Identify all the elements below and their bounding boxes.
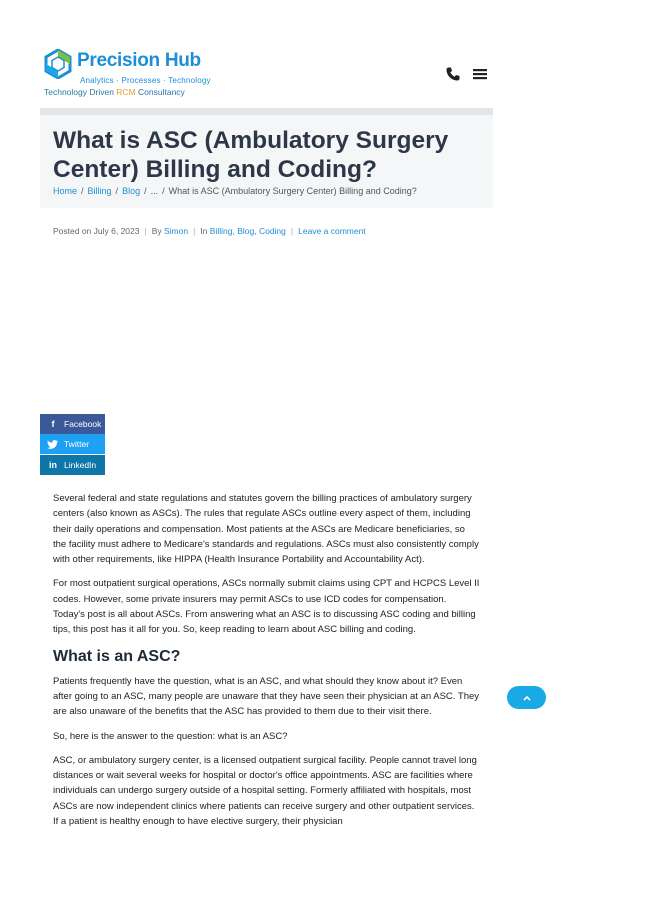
article-content [53,491,480,838]
logo-name: Precision Hub [77,50,201,71]
page-title: What is ASC (Ambulatory Surgery Center) Billing and Coding? [53,127,449,183]
post-author-link[interactable]: Simon [164,226,189,236]
chevron-up-icon [523,695,531,701]
facebook-icon: f [51,419,55,429]
leave-comment-link[interactable]: Leave a comment [298,226,366,236]
category-link-coding[interactable]: Coding [258,226,286,236]
post-date: Posted on July 6, 2023 [53,226,140,236]
breadcrumb-billing[interactable]: Billing [87,186,112,196]
breadcrumb-separator: / [81,186,84,196]
meta-by-label: By [151,226,162,236]
hexagon-logo-icon [44,49,72,79]
phone-icon[interactable] [445,66,461,82]
twitter-icon [47,440,59,449]
meta-divider: | [193,226,196,236]
article-paragraph-1: Several federal and state regulations and statutes govern the billing practices of ambulatory surgery centers (also known as ASCs). The rules that regulate ASCs outline every aspect of them, including their daily operations and compensation. Most patients at the ASCs are Medicare beneficiaries, so the facility must adhere to Medicare's standards and regulations. ASCs must also consistently comply with other requirements, like HIPPA (Health Insurance Portability and Accountability Act). [53,493,479,566]
site-logo[interactable] [44,47,214,99]
share-linkedin-button[interactable] [40,455,105,475]
breadcrumb-separator: / [162,186,165,196]
linkedin-icon: in [49,460,57,470]
logo-tagline: Analytics · Processes · Technology [80,76,211,85]
logo-subtitle [44,87,185,97]
logo-sub-highlight: RCM [116,87,136,97]
meta-in-label: In [200,226,208,236]
breadcrumb-home[interactable]: Home [53,186,78,196]
page-title-band [40,108,493,208]
share-linkedin-label: LinkedIn [64,460,97,470]
article-paragraph-5: ASC, or ambulatory surgery center, is a licensed outpatient surgical facility. People cannot travel long distances or wait several weeks for hospital or doctor's office appointments. ASC are facilities where individuals can undergo surgery outside of a hospital setting. Formerly affiliated with hospitals, most ASCs are now independent clinics where patients can receive surgery and other outpatient services. If a patient is healthy enough to have elective surgery, their physician [53,754,477,828]
post-meta: Posted on July 6, 2023 | By Simon | In Billing, Blog, Coding | Leave a comment [53,226,366,236]
scroll-to-top-button[interactable] [507,686,546,709]
article-paragraph-3: Patients frequently have the question, what is an ASC, and what should they know about it? Even after going to an ASC, many people are unaware that they have seen their physician at an ASC. They are also unaware of the benefits that the ASC has provided to them due to their visit there. [53,675,480,718]
share-facebook-label: Facebook [64,419,102,429]
breadcrumb-separator: / [115,186,119,196]
breadcrumb-separator: / [144,186,147,196]
logo-sub-suffix: Consultancy [135,87,185,97]
breadcrumb [53,186,417,196]
meta-divider: | [290,226,294,236]
share-twitter-button[interactable] [40,434,105,454]
breadcrumb-ellipsis: ... [150,186,159,196]
article-paragraph-2: For most outpatient surgical operations, ASCs normally submit claims using CPT and HCPCS Level II codes. However, some private insurers may permit ASCs to use ICD codes for compensation. Today's post is all about ASCs. From answering what an ASC is to discussing ASC coding and billing tips, this post has it all for you. So, keep reading to learn about ASC billing and coding. [53,578,480,636]
site-header [40,40,493,108]
share-twitter-label: Twitter [64,439,90,449]
logo-sub-prefix: Technology Driven [44,87,117,97]
hamburger-menu-icon[interactable] [472,66,488,82]
section-heading-what-is-asc: What is an ASC? [53,647,181,665]
share-facebook-button[interactable] [40,414,105,434]
category-link-blog[interactable]: Blog [237,226,255,236]
article-paragraph-4: So, here is the answer to the question: what is an ASC? [53,730,288,742]
category-link-billing[interactable]: Billing [209,226,233,236]
meta-divider: | [144,226,147,236]
breadcrumb-current: What is ASC (Ambulatory Surgery Center) Billing and Coding? [168,186,417,196]
breadcrumb-blog[interactable]: Blog [122,186,141,196]
